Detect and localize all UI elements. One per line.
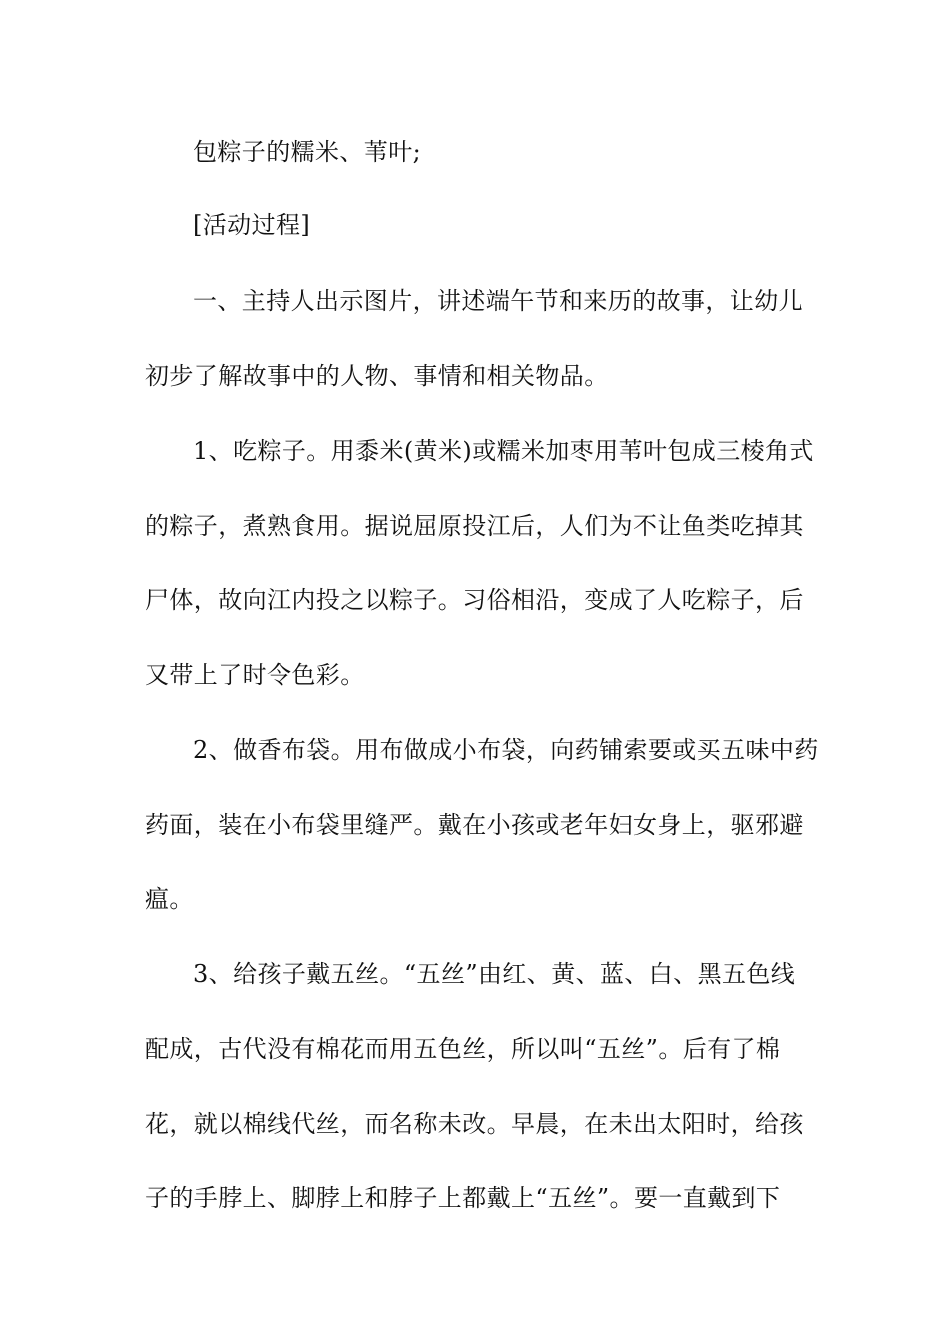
text-line-item-1-cont-c: 又带上了时令色彩。: [145, 661, 365, 689]
text-line-item-1: 1、吃粽子。用黍米(黄米)或糯米加枣用苇叶包成三棱角式: [193, 437, 814, 465]
text-line-materials: 包粽子的糯米、苇叶;: [193, 138, 422, 166]
text-line-item-3-cont-b: 花，就以棉线代丝，而名称未改。早晨，在未出太阳时，给孩: [145, 1110, 804, 1138]
text-line-item-3: 3、给孩子戴五丝。“五丝”由红、黄、蓝、白、黑五色线: [193, 960, 796, 988]
text-line-item-3-cont-c: 子的手脖上、脚脖上和脖子上都戴上“五丝”。要一直戴到下: [145, 1184, 781, 1212]
text-line-item-1-cont-a: 的粽子，煮熟食用。据说屈原投江后，人们为不让鱼类吃掉其: [145, 512, 804, 540]
text-line-item-1-cont-b: 尸体，故向江内投之以粽子。习俗相沿，变成了人吃粽子，后: [145, 586, 804, 614]
text-line-step-one: 一、主持人出示图片，讲述端午节和来历的故事，让幼儿: [193, 287, 803, 315]
text-line-step-one-cont: 初步了解故事中的人物、事情和相关物品。: [145, 362, 609, 390]
text-line-item-2: 2、做香布袋。用布做成小布袋，向药铺索要或买五味中药: [193, 736, 819, 764]
text-line-item-3-cont-a: 配成，古代没有棉花而用五色丝，所以叫“五丝”。后有了棉: [145, 1035, 781, 1063]
section-heading-activity-process: [活动过程]: [193, 211, 311, 239]
text-line-item-2-cont-b: 瘟。: [145, 885, 194, 913]
text-line-item-2-cont-a: 药面，装在小布袋里缝严。戴在小孩或老年妇女身上，驱邪避: [145, 811, 804, 839]
